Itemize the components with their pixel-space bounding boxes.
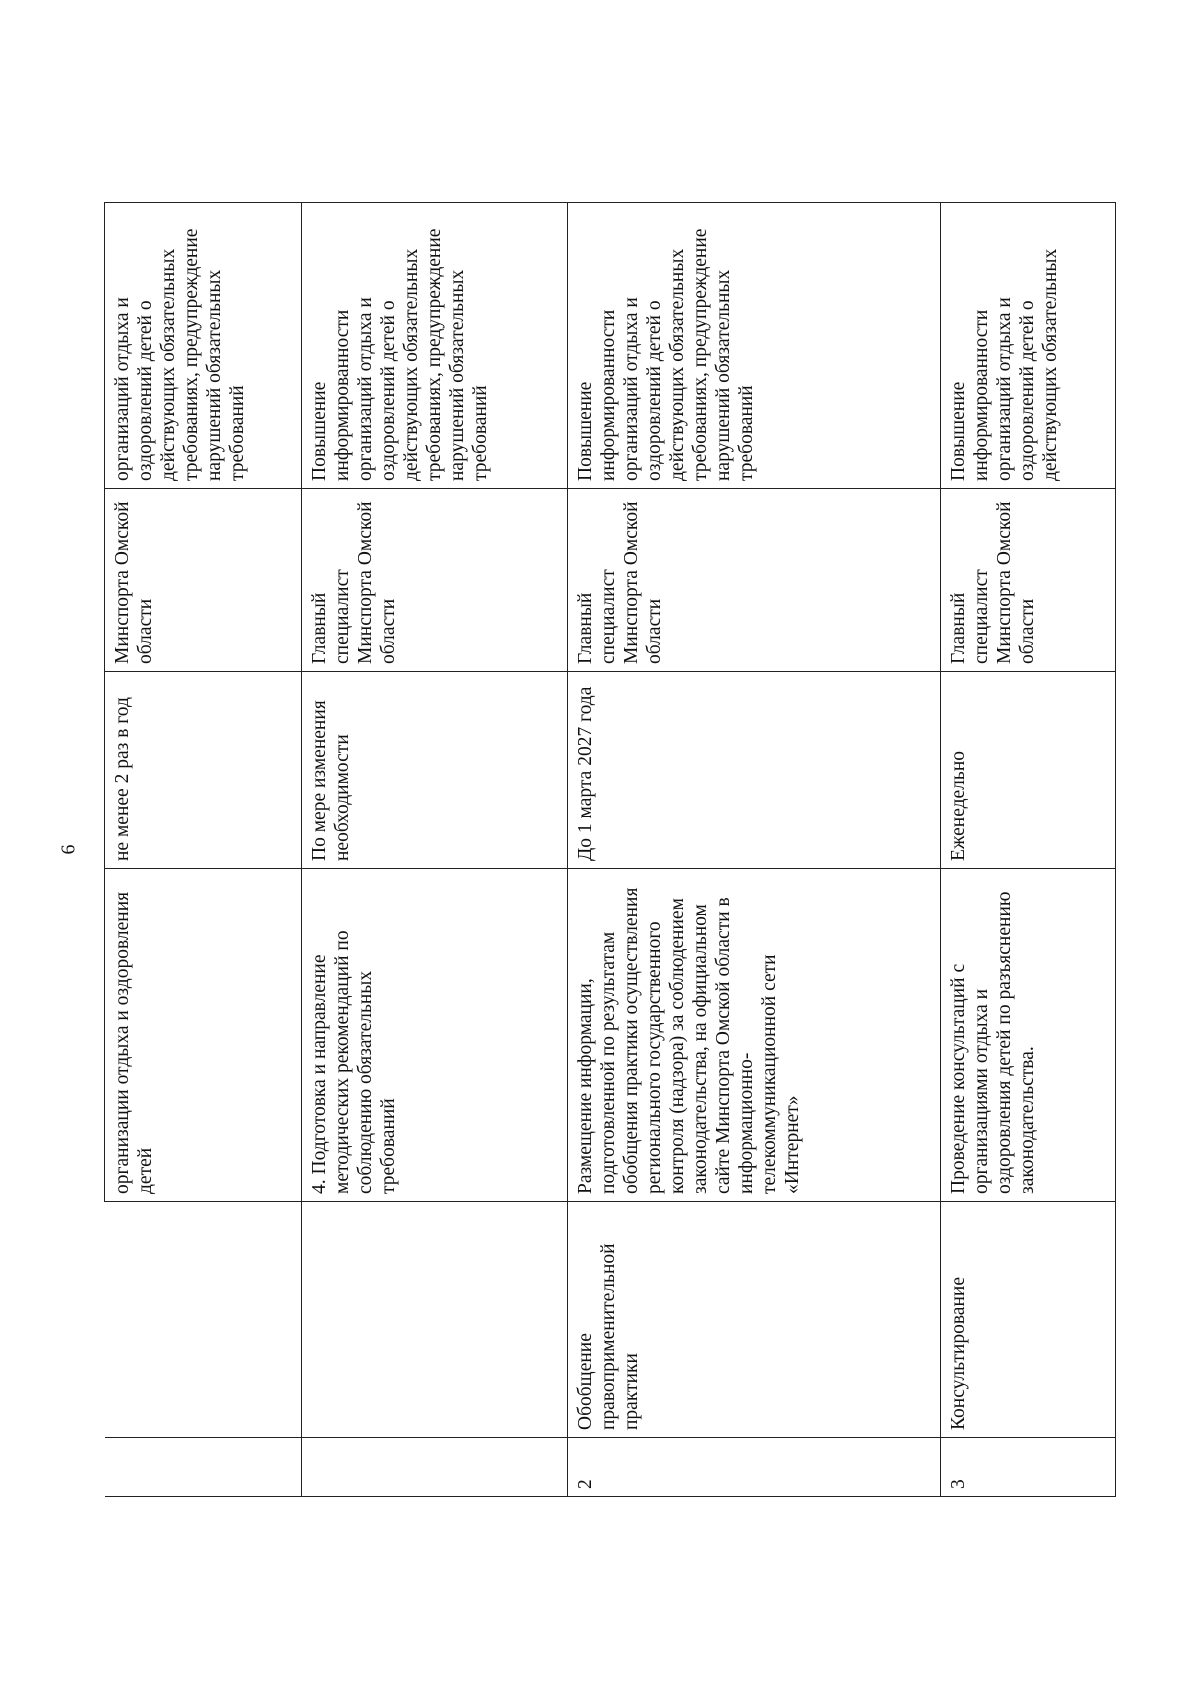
cell-result: Повышение информированности организаций отдыха и оздоровлений детей о действующих обязательных требованиях, предупреждение нарушений обязательных требований xyxy=(302,203,568,489)
table-row xyxy=(941,203,1116,1497)
table-row xyxy=(568,203,941,1497)
cell-activity xyxy=(302,1202,568,1438)
cell-term: По мере изменения необходимости xyxy=(302,672,568,869)
cell-responsible: Главный специалист Минспорта Омской области xyxy=(568,489,941,672)
events-table xyxy=(104,202,1116,1497)
cell-responsible: Главный специалист Минспорта Омской области xyxy=(302,489,568,672)
cell-responsible: Минспорта Омской области xyxy=(105,489,302,672)
cell-event: организации отдыха и оздоровления детей xyxy=(105,869,302,1202)
cell-result: Повышение информированности организаций отдыха и оздоровлений детей о действующих обязательных требованиях, предупреждение нарушений обязательных требований xyxy=(568,203,941,489)
cell-responsible: Главный специалист Минспорта Омской области xyxy=(941,489,1116,672)
cell-activity: Консультирование xyxy=(941,1202,1116,1438)
cell-result: организаций отдыха и оздоровлений детей о действующих обязательных требованиях, предупреждение нарушений обязательных требований xyxy=(105,203,302,489)
cell-result: Повышение информированности организаций отдыха и оздоровлений детей о действующих обязательных xyxy=(941,203,1116,489)
table-row xyxy=(105,203,302,1497)
cell-term: не менее 2 раз в год xyxy=(105,672,302,869)
cell-event: 4. Подготовка и направление методических рекомендаций по соблюдению обязательных требований xyxy=(302,869,568,1202)
cell-num xyxy=(105,1438,302,1497)
cell-num xyxy=(302,1438,568,1497)
cell-event: Размещение информации, подготовленной по результатам обобщения практики осуществления регионального государственного контроля (надзора) за соблюдением законодательства, на официальном сайте Минспорта Омской области в информационно-телекоммуникационной сети «Интернет» xyxy=(568,869,941,1202)
cell-activity xyxy=(105,1202,302,1438)
cell-num: 2 xyxy=(568,1438,941,1497)
rotated-table xyxy=(104,203,1115,1497)
cell-activity: Обобщение правоприменительной практики xyxy=(568,1202,941,1438)
cell-event: Проведение консультаций с организациями отдыха и оздоровления детей по разъяснению законодательства. xyxy=(941,869,1116,1202)
table-row xyxy=(302,203,568,1497)
cell-num: 3 xyxy=(941,1438,1116,1497)
page-number: 6 xyxy=(57,844,80,855)
cell-term: До 1 марта 2027 года xyxy=(568,672,941,869)
cell-term: Еженедельно xyxy=(941,672,1116,869)
